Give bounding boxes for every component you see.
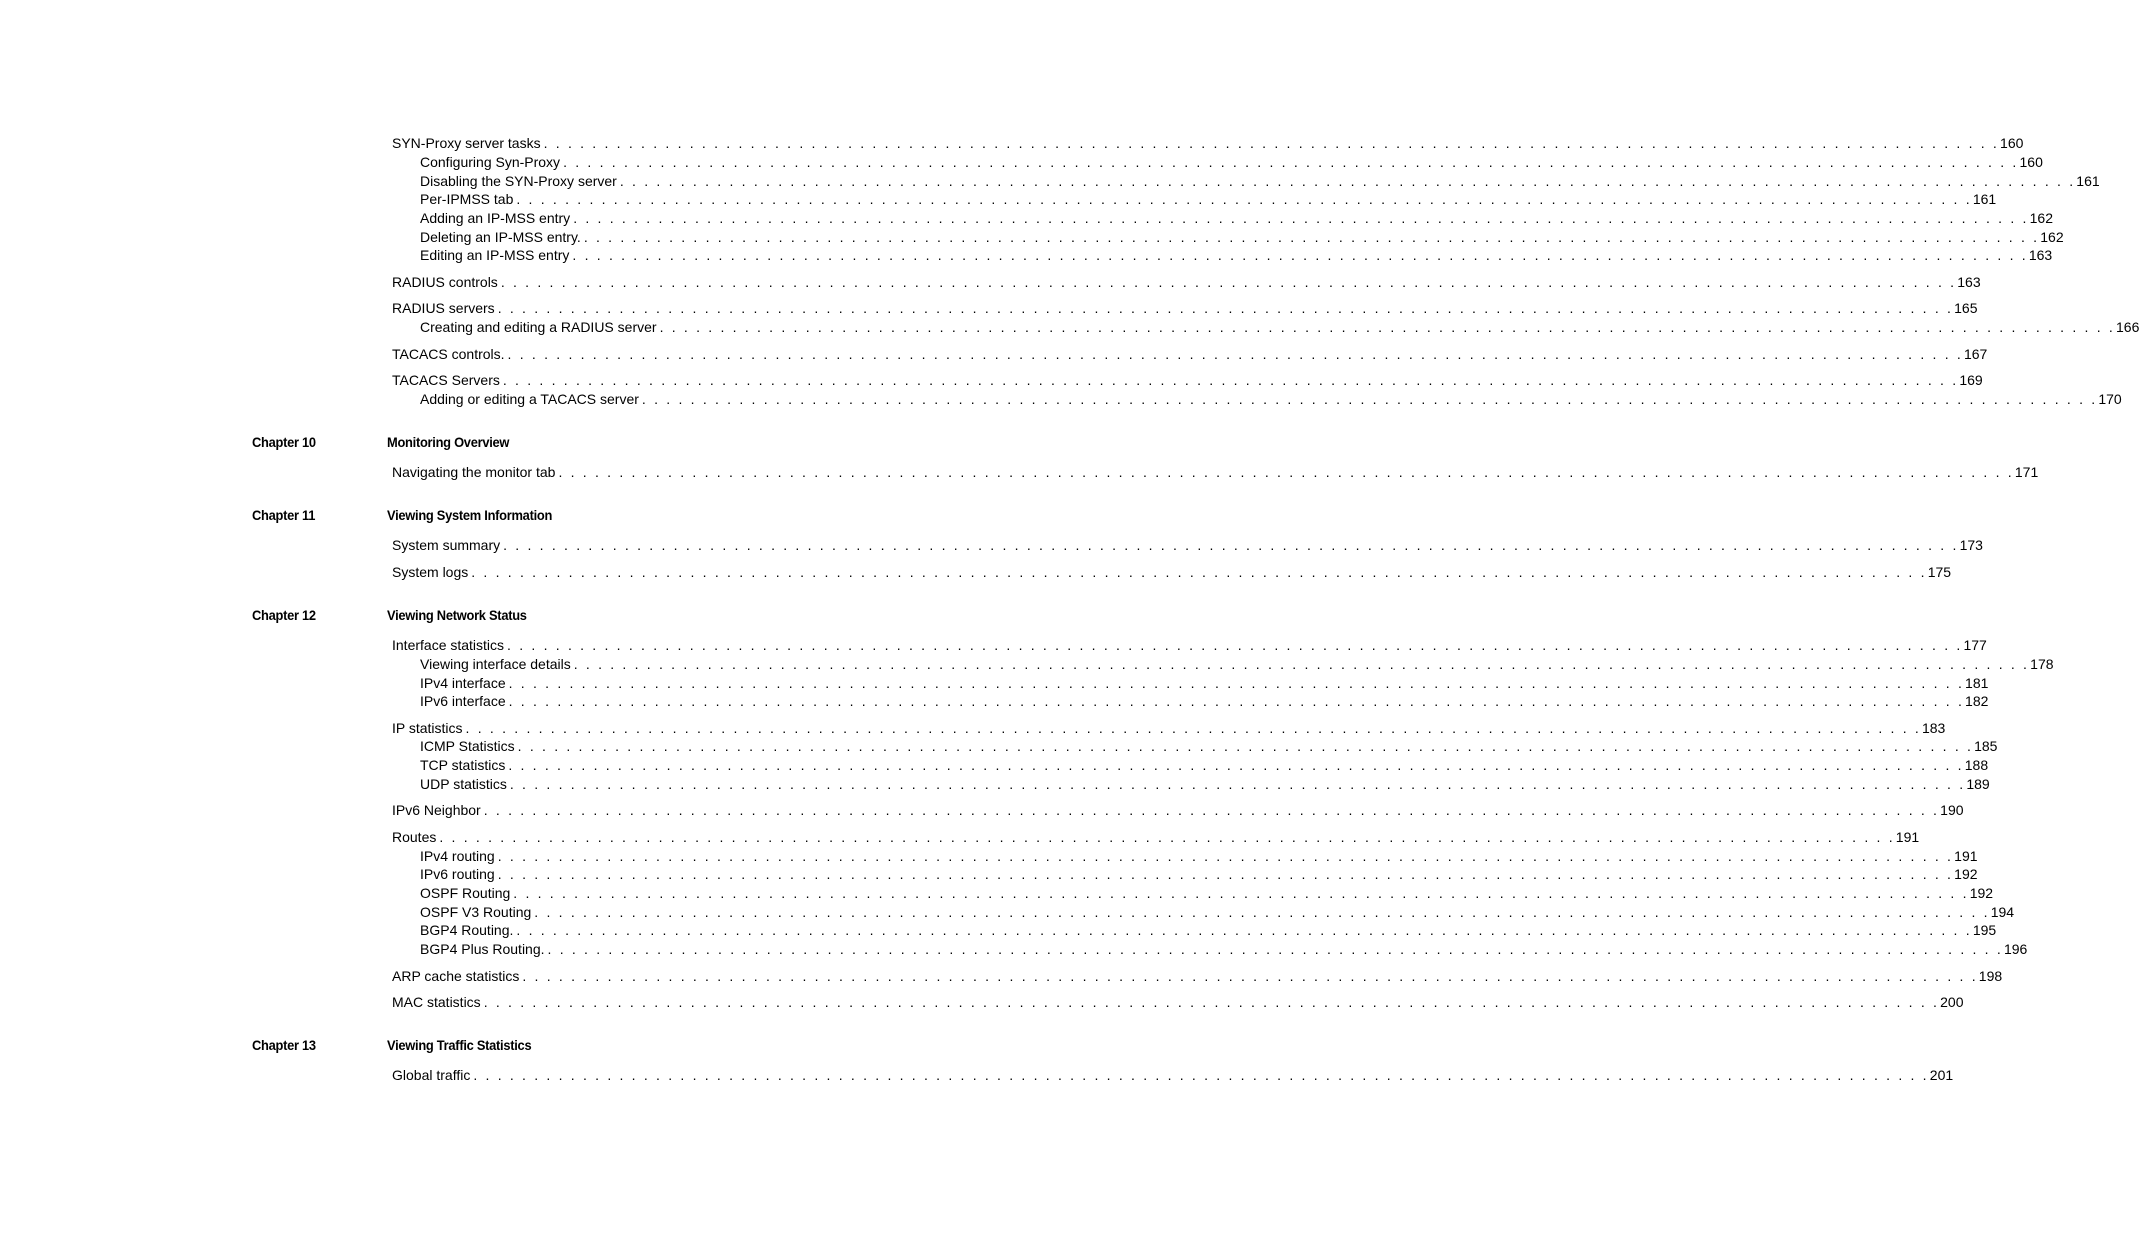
toc-entry[interactable]	[420, 847, 1978, 866]
dot-leader: . . . . . . . . . . . . . . . . . . . . . . . . . . . . . . . . . . . . . . . . . . . . . . . . . . . . . . . . . . . . . . . . . . . . . . . . . . . . . . . . . . . . . . . . . . . . . . . . . . . . . . . . . . . . . . . . . . . . . . . .	[513, 885, 1969, 901]
dot-leader: . . . . . . . . . . . . . . . . . . . . . . . . . . . . . . . . . . . . . . . . . . . . . . . . . . . . . . . . . . . . . . . . . . . . . . . . . . . . . . . . . . . . . . . . . . . . . . . . . . . . . . . . . . . . . . . . . . . . . . . .	[439, 829, 1895, 845]
toc-entry-title: ICMP Statistics	[420, 738, 515, 754]
toc-entry[interactable]	[420, 228, 2064, 247]
toc-entry[interactable]	[392, 1066, 1954, 1085]
toc-entry-title: System summary	[392, 537, 501, 553]
toc-entry-title: TCP statistics	[420, 757, 506, 773]
toc-entry-title: UDP statistics	[420, 776, 507, 792]
toc-entry-title: ARP cache statistics	[392, 968, 520, 984]
toc-entry-page: 195	[1972, 922, 1997, 938]
dot-leader: . . . . . . . . . . . . . . . . . . . . . . . . . . . . . . . . . . . . . . . . . . . . . . . . . . . . . . . . . . . . . . . . . . . . . . . . . . . . . . . . . . . . . . . . . . . . . . . . . . . . . . . . . . . . . . . . . . . . . . . .	[500, 274, 1957, 290]
toc-entry[interactable]	[420, 209, 2053, 228]
toc-entry[interactable]	[420, 775, 1990, 794]
chapter-title[interactable]: Viewing Network Status	[387, 607, 527, 623]
dot-leader: . . . . . . . . . . . . . . . . . . . . . . . . . . . . . . . . . . . . . . . . . . . . . . . . . . . . . . . . . . . . . . . . . . . . . . . . . . . . . . . . . . . . . . . . . . . . . . . . . . . . . . . . . . . . . . . . . . . . . . . .	[503, 537, 1959, 553]
toc-entry[interactable]	[392, 273, 1981, 292]
toc-entry[interactable]	[392, 371, 1983, 390]
toc-entry-title: OSPF V3 Routing	[420, 904, 532, 920]
toc-entry-page: 160	[2000, 135, 2024, 151]
toc-entry-page: 191	[1895, 829, 1920, 845]
dot-leader: . . . . . . . . . . . . . . . . . . . . . . . . . . . . . . . . . . . . . . . . . . . . . . . . . . . . . . . . . . . . . . . . . . . . . . . . . . . . . . . . . . . . . . . . . . . . . . . . . . . . . . . . . . . . . . . . . . . . . . . .	[619, 173, 2076, 189]
dot-leader: . . . . . . . . . . . . . . . . . . . . . . . . . . . . . . . . . . . . . . . . . . . . . . . . . . . . . . . . . . . . . . . . . . . . . . . . . . . . . . . . . . . . . . . . . . . . . . . . . . . . . . . . . . . . . . . . . . . . . . . .	[473, 1067, 1929, 1083]
dot-leader: . . . . . . . . . . . . . . . . . . . . . . . . . . . . . . . . . . . . . . . . . . . . . . . . . . . . . . . . . . . . . . . . . . . . . . . . . . . . . . . . . . . . . . . . . . . . . . . . . . . . . . . . . . . . . . . . . . . . . . . .	[534, 904, 1990, 920]
toc-entry-title: Viewing interface details	[420, 656, 571, 672]
dot-leader: . . . . . . . . . . . . . . . . . . . . . . . . . . . . . . . . . . . . . . . . . . . . . . . . . . . . . . . . . . . . . . . . . . . . . . . . . . . . . . . . . . . . . . . . . . . . . . . . . . . . . . . . . . . . . . . . . . . . . . . .	[509, 776, 1966, 792]
toc-entry-page: 188	[1964, 757, 1989, 773]
toc-entry-page: 196	[2003, 941, 2028, 957]
dot-leader: . . . . . . . . . . . . . . . . . . . . . . . . . . . . . . . . . . . . . . . . . . . . . . . . . . . . . . . . . . . . . . . . . . . . . . . . . . . . . . . . . . . . . . . . . . . . . . . . . . . . . . . . . . . . . . . . . . . . . . . .	[517, 738, 1974, 754]
toc-entry-title: Adding an IP-MSS entry	[420, 210, 571, 226]
toc-entry-title: MAC statistics	[392, 994, 481, 1010]
toc-entry-title: Configuring Syn-Proxy	[420, 154, 561, 170]
toc-entry-title: TACACS controls.	[392, 346, 505, 362]
dot-leader: . . . . . . . . . . . . . . . . . . . . . . . . . . . . . . . . . . . . . . . . . . . . . . . . . . . . . . . . . . . . . . . . . . . . . . . . . . . . . . . . . . . . . . . . . . . . . . . . . . . . . . . . . . . . . . . . . . . . . . . .	[516, 191, 1972, 207]
toc-entry-page: 161	[1972, 191, 1997, 207]
toc-entry-page: 170	[2098, 391, 2122, 407]
dot-leader: . . . . . . . . . . . . . . . . . . . . . . . . . . . . . . . . . . . . . . . . . . . . . . . . . . . . . . . . . . . . . . . . . . . . . . . . . . . . . . . . . . . . . . . . . . . . . . . . . . . . . . . . . . . . . . . . . . . . . . . .	[483, 994, 1940, 1010]
toc-entry-title: OSPF Routing	[420, 885, 511, 901]
toc-entry[interactable]	[420, 390, 2122, 409]
dot-leader: . . . . . . . . . . . . . . . . . . . . . . . . . . . . . . . . . . . . . . . . . . . . . . . . . . . . . . . . . . . . . . . . . . . . . . . . . . . . . . . . . . . . . . . . . . . . . . . . . . . . . . . . . . . . . . . . . . . . . . . .	[558, 464, 2014, 480]
dot-leader: . . . . . . . . . . . . . . . . . . . . . . . . . . . . . . . . . . . . . . . . . . . . . . . . . . . . . . . . . . . . . . . . . . . . . . . . . . . . . . . . . . . . . . . . . . . . . . . . . . . . . . . . . . . . . . . . . . . . . . . .	[522, 968, 1978, 984]
toc-entry[interactable]	[392, 993, 1964, 1012]
toc-entry-title: IPv6 interface	[420, 693, 506, 709]
toc-entry[interactable]	[420, 655, 2054, 674]
toc-entry-page: 175	[1927, 564, 1952, 580]
toc-entry[interactable]	[420, 153, 2043, 172]
toc-entry-title: Per-IPMSS tab	[420, 191, 514, 207]
toc-entry-title: BGP4 Routing.	[420, 922, 514, 938]
toc-entry[interactable]	[392, 967, 2003, 986]
toc-entry-title: SYN-Proxy server tasks	[392, 135, 541, 151]
chapter-title[interactable]: Viewing Traffic Statistics	[387, 1037, 532, 1053]
toc-entry[interactable]	[392, 801, 1964, 820]
toc-entry-page: 192	[1969, 885, 1994, 901]
toc-entry[interactable]	[392, 463, 2039, 482]
toc-entry-title: Editing an IP-MSS entry	[420, 247, 570, 263]
toc-entry-page: 173	[1959, 537, 1983, 553]
toc-entry-page: 163	[2028, 247, 2053, 263]
toc-entry-page: 165	[1954, 300, 1978, 316]
toc-entry[interactable]	[420, 921, 1997, 940]
dot-leader: . . . . . . . . . . . . . . . . . . . . . . . . . . . . . . . . . . . . . . . . . . . . . . . . . . . . . . . . . . . . . . . . . . . . . . . . . . . . . . . . . . . . . . . . . . . . . . . . . . . . . . . . . . . . . . . . . . . . . . . .	[583, 229, 2040, 245]
dot-leader: . . . . . . . . . . . . . . . . . . . . . . . . . . . . . . . . . . . . . . . . . . . . . . . . . . . . . . . . . . . . . . . . . . . . . . . . . . . . . . . . . . . . . . . . . . . . . . . . . . . . . . . . . . . . . . . . . . . . . . . .	[547, 941, 2003, 957]
toc-entry-title: RADIUS controls	[392, 274, 498, 290]
toc-entry[interactable]	[420, 903, 2015, 922]
toc-entry-page: 177	[1963, 637, 1987, 653]
toc-entry[interactable]	[392, 536, 1983, 555]
toc-entry[interactable]	[420, 940, 2028, 959]
toc-entry-page: 166	[2116, 319, 2139, 335]
toc-entry[interactable]	[420, 865, 1978, 884]
toc-entry-page: 160	[2019, 154, 2043, 170]
dot-leader: . . . . . . . . . . . . . . . . . . . . . . . . . . . . . . . . . . . . . . . . . . . . . . . . . . . . . . . . . . . . . . . . . . . . . . . . . . . . . . . . . . . . . . . . . . . . . . . . . . . . . . . . . . . . . . . . . . . . . . . .	[516, 922, 1972, 938]
dot-leader: . . . . . . . . . . . . . . . . . . . . . . . . . . . . . . . . . . . . . . . . . . . . . . . . . . . . . . . . . . . . . . . . . . . . . . . . . . . . . . . . . . . . . . . . . . . . . . . . . . . . . . . . . . . . . . . . . . . . . . . .	[508, 757, 1964, 773]
chapter-label: Chapter 13	[252, 1037, 316, 1053]
chapter-title[interactable]: Monitoring Overview	[387, 434, 510, 450]
toc-entry-title: Disabling the SYN-Proxy server	[420, 173, 617, 189]
dot-leader: . . . . . . . . . . . . . . . . . . . . . . . . . . . . . . . . . . . . . . . . . . . . . . . . . . . . . . . . . . . . . . . . . . . . . . . . . . . . . . . . . . . . . . . . . . . . . . . . . . . . . . . . . . . . . . . . . . . . . . . .	[572, 247, 2028, 263]
toc-entry-page: 178	[2030, 656, 2054, 672]
dot-leader: . . . . . . . . . . . . . . . . . . . . . . . . . . . . . . . . . . . . . . . . . . . . . . . . . . . . . . . . . . . . . . . . . . . . . . . . . . . . . . . . . . . . . . . . . . . . . . . . . . . . . . . . . . . . . . . . . . . . . . . .	[641, 391, 2098, 407]
toc-entry[interactable]	[420, 190, 1997, 209]
toc-entry-title: Navigating the monitor tab	[392, 464, 556, 480]
dot-leader: . . . . . . . . . . . . . . . . . . . . . . . . . . . . . . . . . . . . . . . . . . . . . . . . . . . . . . . . . . . . . . . . . . . . . . . . . . . . . . . . . . . . . . . . . . . . . . . . . . . . . . . . . . . . . . . . . . . . . . . .	[659, 319, 2115, 335]
toc-entry-title: System logs	[392, 564, 469, 580]
dot-leader: . . . . . . . . . . . . . . . . . . . . . . . . . . . . . . . . . . . . . . . . . . . . . . . . . . . . . . . . . . . . . . . . . . . . . . . . . . . . . . . . . . . . . . . . . . . . . . . . . . . . . . . . . . . . . . . . . . . . . . . .	[507, 637, 1963, 653]
toc-entry-title: IPv6 Neighbor	[392, 802, 481, 818]
toc-entry-title: Routes	[392, 829, 437, 845]
toc-entry[interactable]	[420, 884, 1994, 903]
toc-entry-page: 189	[1966, 776, 1990, 792]
toc-entry-page: 183	[1921, 720, 1946, 736]
toc-entry-title: IPv6 routing	[420, 866, 495, 882]
toc-entry-page: 171	[2014, 464, 2039, 480]
toc-entry[interactable]	[392, 563, 1952, 582]
toc-entry-title: Interface statistics	[392, 637, 505, 653]
toc-entry-page: 200	[1940, 994, 1964, 1010]
toc-entry[interactable]	[392, 719, 1946, 738]
toc-entry-page: 198	[1978, 968, 2003, 984]
dot-leader: . . . . . . . . . . . . . . . . . . . . . . . . . . . . . . . . . . . . . . . . . . . . . . . . . . . . . . . . . . . . . . . . . . . . . . . . . . . . . . . . . . . . . . . . . . . . . . . . . . . . . . . . . . . . . . . . . . . . . . . .	[465, 720, 1921, 736]
toc-entry[interactable]	[420, 737, 1998, 756]
toc-entry-page: 190	[1940, 802, 1964, 818]
toc-entry-page: 163	[1957, 274, 1981, 290]
dot-leader: . . . . . . . . . . . . . . . . . . . . . . . . . . . . . . . . . . . . . . . . . . . . . . . . . . . . . . . . . . . . . . . . . . . . . . . . . . . . . . . . . . . . . . . . . . . . . . . . . . . . . . . . . . . . . . . . . . . . . . . .	[497, 866, 1954, 882]
toc-entry-page: 162	[2040, 229, 2064, 245]
toc-entry[interactable]	[420, 246, 2053, 265]
toc-entry-page: 161	[2076, 173, 2100, 189]
dot-leader: . . . . . . . . . . . . . . . . . . . . . . . . . . . . . . . . . . . . . . . . . . . . . . . . . . . . . . . . . . . . . . . . . . . . . . . . . . . . . . . . . . . . . . . . . . . . . . . . . . . . . . . . . . . . . . . . . . . . . . . .	[497, 848, 1954, 864]
toc-entry-title: IPv4 routing	[420, 848, 495, 864]
toc-entry-title: Deleting an IP-MSS entry.	[420, 229, 581, 245]
toc-entry-page: 181	[1965, 675, 1989, 691]
toc-entry[interactable]	[420, 756, 1989, 775]
toc-entry-page: 185	[1974, 738, 1998, 754]
toc-entry-page: 182	[1965, 693, 1989, 709]
toc-entry[interactable]	[392, 134, 2024, 153]
toc-entry[interactable]	[392, 345, 1988, 364]
toc-entry[interactable]	[392, 299, 1978, 318]
dot-leader: . . . . . . . . . . . . . . . . . . . . . . . . . . . . . . . . . . . . . . . . . . . . . . . . . . . . . . . . . . . . . . . . . . . . . . . . . . . . . . . . . . . . . . . . . . . . . . . . . . . . . . . . . . . . . . . . . . . . . . . .	[502, 372, 1959, 388]
toc-entry[interactable]	[392, 828, 1920, 847]
toc-entry-title: IPv4 interface	[420, 675, 506, 691]
toc-entry-title: Creating and editing a RADIUS server	[420, 319, 657, 335]
toc-entry[interactable]	[420, 318, 2139, 337]
chapter-title[interactable]: Viewing System Information	[387, 507, 553, 523]
toc-entry-title: Adding or editing a TACACS server	[420, 391, 639, 407]
toc-entry-page: 201	[1929, 1067, 1954, 1083]
dot-leader: . . . . . . . . . . . . . . . . . . . . . . . . . . . . . . . . . . . . . . . . . . . . . . . . . . . . . . . . . . . . . . . . . . . . . . . . . . . . . . . . . . . . . . . . . . . . . . . . . . . . . . . . . . . . . . . . . . . . . . . .	[563, 154, 2019, 170]
toc-entry-page: 169	[1959, 372, 1983, 388]
dot-leader: . . . . . . . . . . . . . . . . . . . . . . . . . . . . . . . . . . . . . . . . . . . . . . . . . . . . . . . . . . . . . . . . . . . . . . . . . . . . . . . . . . . . . . . . . . . . . . . . . . . . . . . . . . . . . . . . . . . . . . . .	[507, 346, 1963, 362]
toc-entry-page: 191	[1954, 848, 1978, 864]
dot-leader: . . . . . . . . . . . . . . . . . . . . . . . . . . . . . . . . . . . . . . . . . . . . . . . . . . . . . . . . . . . . . . . . . . . . . . . . . . . . . . . . . . . . . . . . . . . . . . . . . . . . . . . . . . . . . . . . . . . . . . . .	[497, 300, 1954, 316]
dot-leader: . . . . . . . . . . . . . . . . . . . . . . . . . . . . . . . . . . . . . . . . . . . . . . . . . . . . . . . . . . . . . . . . . . . . . . . . . . . . . . . . . . . . . . . . . . . . . . . . . . . . . . . . . . . . . . . . . . . . . . . .	[508, 693, 1965, 709]
dot-leader: . . . . . . . . . . . . . . . . . . . . . . . . . . . . . . . . . . . . . . . . . . . . . . . . . . . . . . . . . . . . . . . . . . . . . . . . . . . . . . . . . . . . . . . . . . . . . . . . . . . . . . . . . . . . . . . . . . . . . . . .	[573, 210, 2029, 226]
dot-leader: . . . . . . . . . . . . . . . . . . . . . . . . . . . . . . . . . . . . . . . . . . . . . . . . . . . . . . . . . . . . . . . . . . . . . . . . . . . . . . . . . . . . . . . . . . . . . . . . . . . . . . . . . . . . . . . . . . . . . . . .	[483, 802, 1940, 818]
toc-entry-title: RADIUS servers	[392, 300, 495, 316]
dot-leader: . . . . . . . . . . . . . . . . . . . . . . . . . . . . . . . . . . . . . . . . . . . . . . . . . . . . . . . . . . . . . . . . . . . . . . . . . . . . . . . . . . . . . . . . . . . . . . . . . . . . . . . . . . . . . . . . . . . . . . . .	[543, 135, 2000, 151]
toc-entry-title: BGP4 Plus Routing.	[420, 941, 545, 957]
toc-entry[interactable]	[420, 172, 2100, 191]
toc-entry-title: IP statistics	[392, 720, 463, 736]
toc-entry[interactable]	[392, 636, 1987, 655]
toc-entry[interactable]	[420, 692, 1989, 711]
toc-entry-page: 167	[1963, 346, 1988, 362]
chapter-label: Chapter 11	[252, 507, 316, 523]
toc-entry[interactable]	[420, 674, 1989, 693]
toc-entry-page: 192	[1954, 866, 1978, 882]
toc-entry-title: TACACS Servers	[392, 372, 500, 388]
dot-leader: . . . . . . . . . . . . . . . . . . . . . . . . . . . . . . . . . . . . . . . . . . . . . . . . . . . . . . . . . . . . . . . . . . . . . . . . . . . . . . . . . . . . . . . . . . . . . . . . . . . . . . . . . . . . . . . . . . . . . . . .	[508, 675, 1965, 691]
toc-entry-page: 194	[1990, 904, 2015, 920]
toc-entry-title: Global traffic	[392, 1067, 471, 1083]
dot-leader: . . . . . . . . . . . . . . . . . . . . . . . . . . . . . . . . . . . . . . . . . . . . . . . . . . . . . . . . . . . . . . . . . . . . . . . . . . . . . . . . . . . . . . . . . . . . . . . . . . . . . . . . . . . . . . . . . . . . . . . .	[471, 564, 1927, 580]
chapter-label: Chapter 12	[252, 607, 316, 623]
toc-entry-page: 162	[2029, 210, 2053, 226]
dot-leader: . . . . . . . . . . . . . . . . . . . . . . . . . . . . . . . . . . . . . . . . . . . . . . . . . . . . . . . . . . . . . . . . . . . . . . . . . . . . . . . . . . . . . . . . . . . . . . . . . . . . . . . . . . . . . . . . . . . . . . . .	[573, 656, 2030, 672]
chapter-label: Chapter 10	[252, 434, 316, 450]
